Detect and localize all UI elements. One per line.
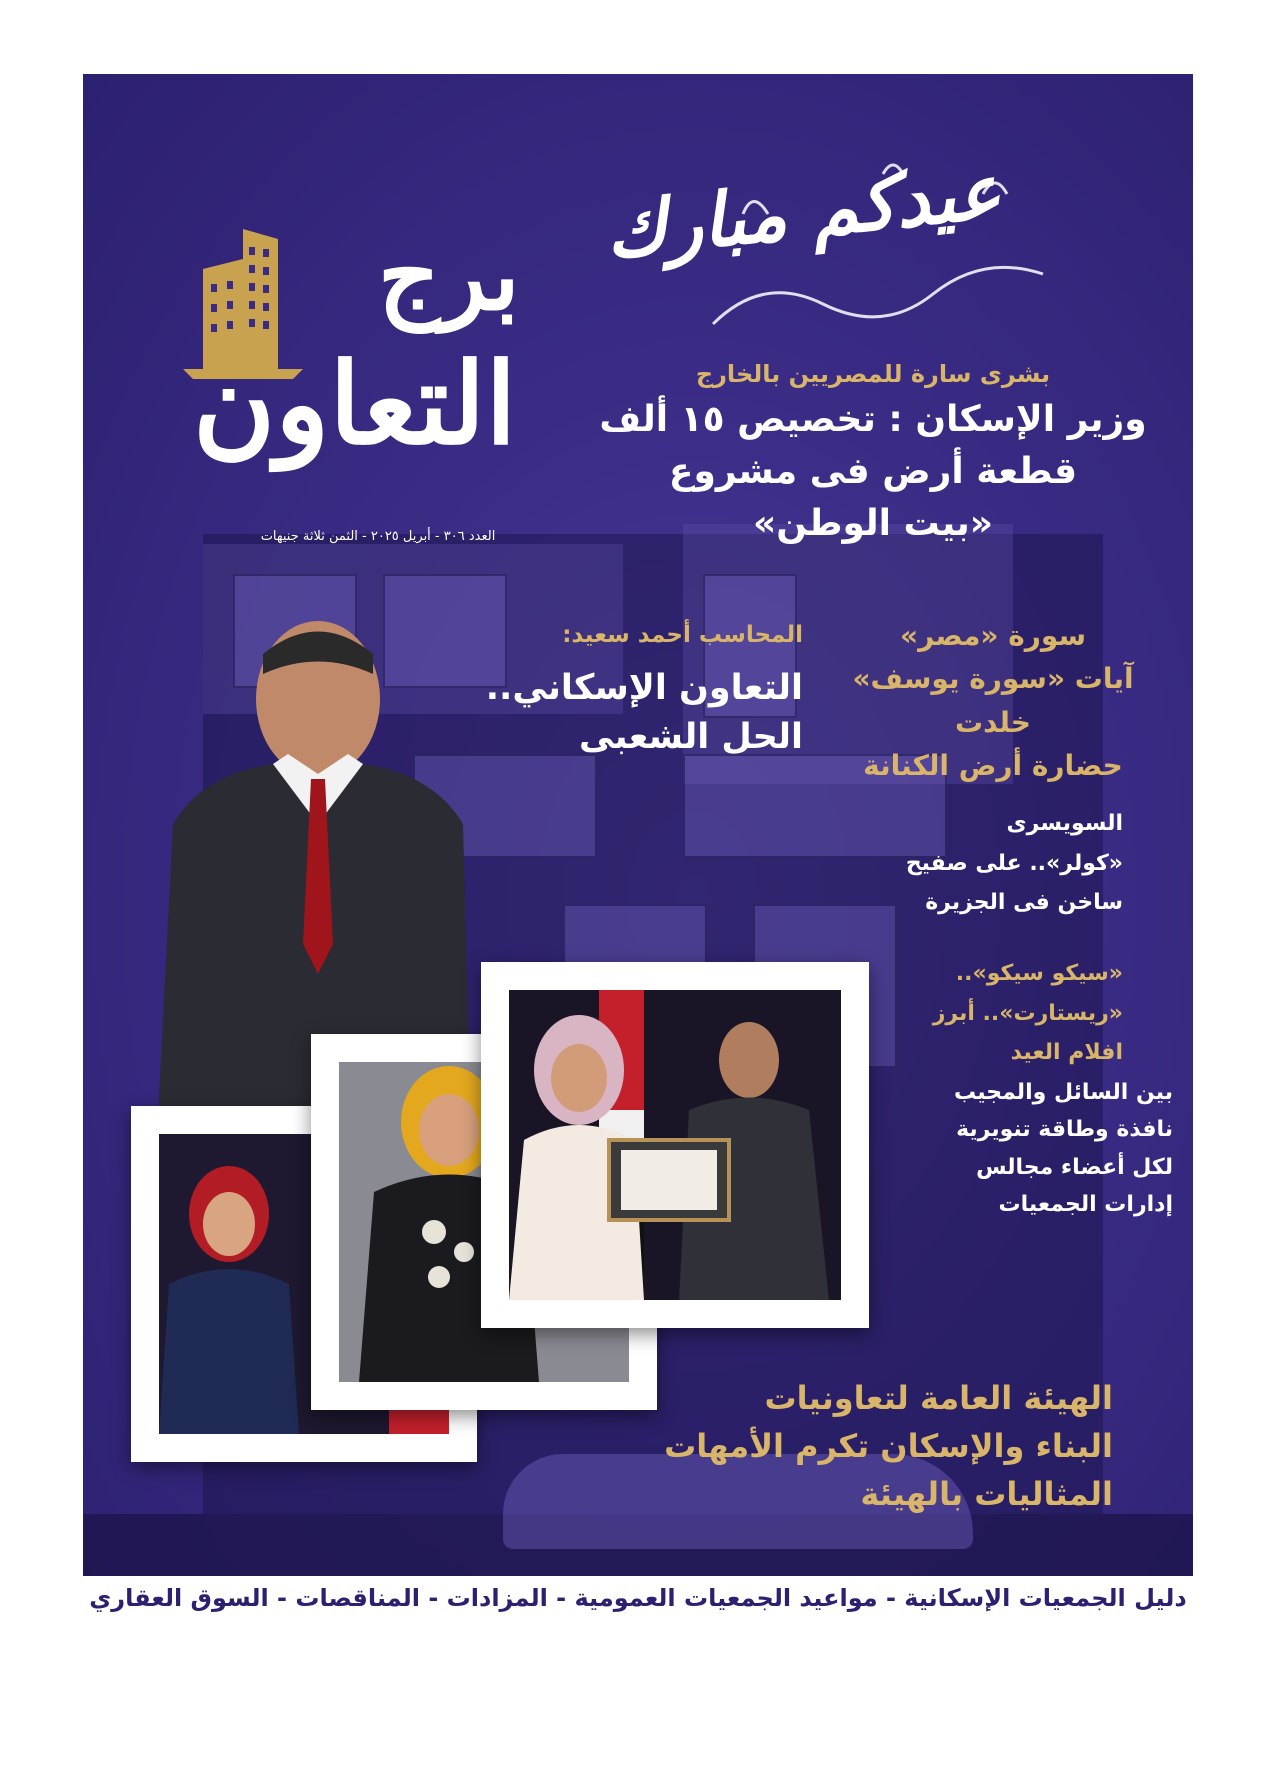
story-title: سورة «مصر» xyxy=(899,619,1086,652)
story-line: «كولر».. على صفيح xyxy=(905,850,1123,876)
story-line: نافذة وطاقة تنويرية xyxy=(956,1117,1173,1143)
award-photo xyxy=(509,990,841,1300)
quote-line: التعاون الإسكاني.. xyxy=(485,668,803,708)
story-line: بين السائل والمجيب xyxy=(953,1080,1173,1105)
story-line: السويسرى xyxy=(1006,811,1123,836)
photo-frame-right xyxy=(481,962,869,1328)
logo-word-burj: برج xyxy=(378,219,520,332)
story-eid-films xyxy=(863,954,1123,1073)
lead-line: «بيت الوطن» xyxy=(752,503,994,545)
quote-line: الحل الشعبى xyxy=(579,717,803,757)
bottom-headline-line: الهيئة العامة لتعاونيات xyxy=(764,1379,1113,1417)
eid-greeting: عيدكم مبارك xyxy=(601,148,1005,276)
lead-line: وزير الإسكان : تخصيص ١٥ ألف xyxy=(599,399,1147,440)
quote-headline xyxy=(463,664,803,762)
award-image xyxy=(509,990,841,1300)
magazine-cover xyxy=(83,74,1193,1576)
story-line: حضارة أرض الكنانة xyxy=(863,749,1123,783)
story-line: «سيكو سيكو».. xyxy=(955,961,1123,986)
footer-sections: دليل الجمعيات الإسكانية - مواعيد الجمعيات العمومية - المزادات - المناقصات - السوق العقاري xyxy=(89,1584,1187,1612)
story-line: ساخن فى الجزيرة xyxy=(925,890,1123,916)
bottom-headline xyxy=(603,1374,1113,1518)
story-surat-misr xyxy=(823,614,1163,788)
story-line: لكل أعضاء مجالس xyxy=(976,1154,1173,1180)
story-koller xyxy=(863,804,1123,923)
issue-info: العدد ٣٠٦ - أبريل ٢٠٢٥ - الثمن ثلاثة جنيهات xyxy=(260,529,496,544)
bottom-headline-line: البناء والإسكان تكرم الأمهات xyxy=(664,1427,1113,1465)
story-line: آيات «سورة يوسف» خلدت xyxy=(852,662,1134,739)
magazine-logo xyxy=(183,219,553,549)
logo-word-taawon: التعاون xyxy=(193,339,517,470)
lead-line: قطعة أرض فى مشروع xyxy=(668,451,1078,493)
story-line: إدارات الجمعيات xyxy=(998,1192,1173,1218)
lead-kicker: بشرى سارة للمصريين بالخارج xyxy=(695,360,1051,388)
lead-headline xyxy=(583,394,1163,551)
story-line: افلام العيد xyxy=(1010,1040,1123,1066)
story-line: «ريستارت».. أبرز xyxy=(932,1000,1123,1026)
story-qa xyxy=(913,1074,1173,1224)
quote-kicker: المحاسب أحمد سعيد: xyxy=(562,622,803,648)
bottom-headline-line: المثاليات بالهيئة xyxy=(860,1475,1113,1513)
